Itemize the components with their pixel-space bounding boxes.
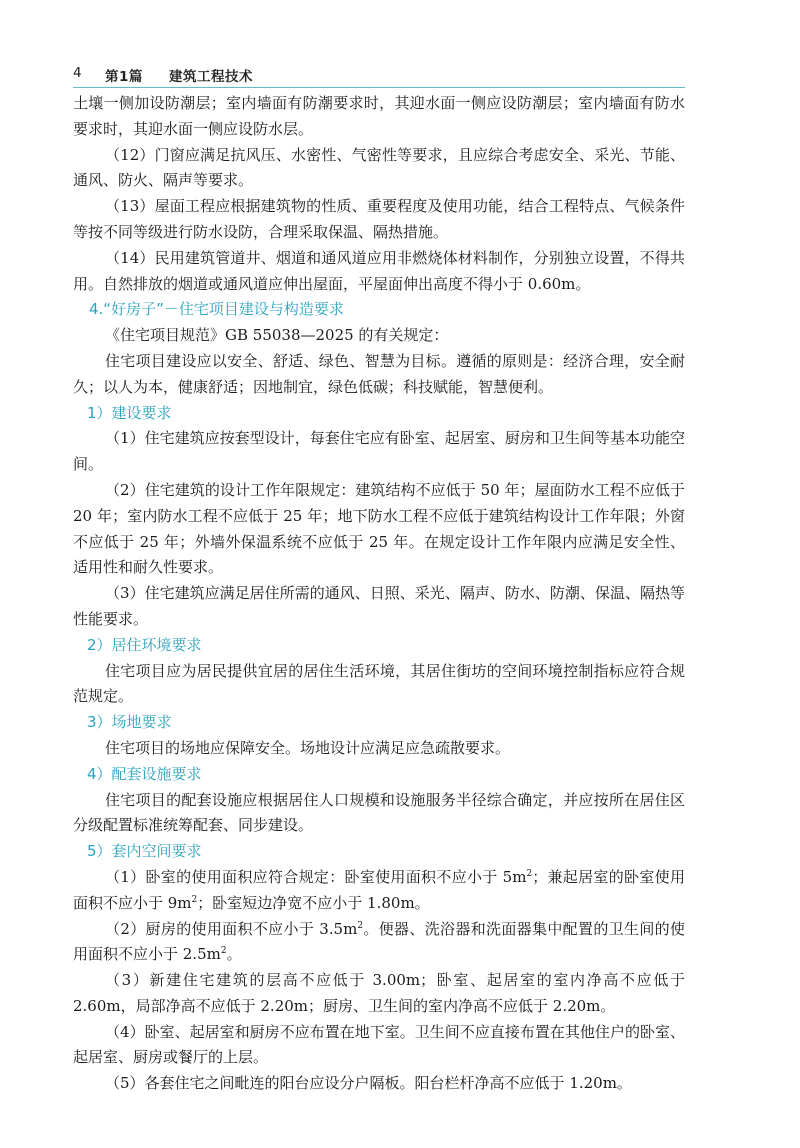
paragraph-1-3: （3）住宅建筑应满足居住所需的通风、日照、采光、隔声、防水、防潮、保温、隔热等性能要求。 (73, 584, 685, 628)
paragraph-1-1: （1）住宅建筑应按套型设计，每套住宅应有卧室、起居室、厨房和卫生间等基本功能空间。 (73, 429, 685, 474)
paragraph-5-5: （5）各套住宅之间毗连的阳台应设分户隔板。阳台栏杆净高不应低于 1.20m。 (105, 1074, 632, 1093)
paragraph-5-3: （3）新建住宅建筑的层高不应低于 3.00m；卧室、起居室的室内净高不应低于 2.60m，局部净高不应低于 2.20m；厨房、卫生间的室内净高不应低于 2.20m。 (73, 971, 685, 1015)
superscript: 2 (191, 894, 198, 905)
paragraph-5-4: （4）卧室、起居室和厨房不应布置在地下室。卫生间不应直接布置在其他住户的卧室、起居室、厨房或餐厅的上层。 (73, 1022, 685, 1067)
subsection-heading-4: 4）配套设施要求 (87, 764, 202, 783)
paragraph-item-14: （14）民用建筑管道井、烟道和通风道应用非燃烧体材料制作，分别独立设置，不得共用。自然排放的烟道或通风道应伸出屋面，平屋面伸出高度不得小于 0.60m。 (73, 248, 685, 293)
subsection-heading-2: 2）居住环境要求 (87, 635, 202, 654)
text-run: （2）厨房的使用面积不应小于 3.5m (105, 919, 358, 938)
paragraph-3: 住宅项目的场地应保障安全。场地设计应满足应急疏散要求。 (105, 738, 511, 757)
paragraph-continuation: 土壤一侧加设防潮层；室内墙面有防潮要求时，其迎水面一侧应设防潮层；室内墙面有防水要求时，其迎水面一侧应设防水层。 (73, 94, 685, 138)
code-reference: 《住宅项目规范》GB 55038—2025 的有关规定： (105, 326, 449, 345)
subsection-heading-5: 5）套内空间要求 (87, 842, 202, 861)
section-heading-4: 4.“好房子”－住宅项目建设与构造要求 (89, 300, 344, 319)
paragraph-5-2 (73, 917, 685, 969)
superscript: 2 (357, 920, 364, 931)
part-title: 建筑工程技术 (169, 69, 253, 85)
running-header (73, 62, 685, 84)
text-run: ；兼起居室的卧室使用面积不应小于 9m (73, 867, 685, 912)
text-run: 。便器、洗浴器和洗面器集中配置的卫生间的使用面积不应小于 2.5m (73, 919, 685, 964)
subsection-heading-3: 3）场地要求 (87, 713, 172, 732)
section-intro: 住宅项目建设应以安全、舒适、绿色、智慧为目标。遵循的原则是：经济合理，安全耐久；以人为本，健康舒适；因地制宜，绿色低碳；科技赋能，智慧便利。 (73, 351, 685, 396)
paragraph-2: 住宅项目应为居民提供宜居的居住生活环境，其居住街坊的空间环境控制指标应符合规范规定。 (73, 661, 685, 706)
subsection-heading-1: 1）建设要求 (87, 403, 172, 422)
superscript: 2 (526, 868, 533, 879)
page-body (73, 91, 685, 1097)
superscript: 2 (220, 946, 227, 957)
paragraph-5-1 (73, 865, 685, 917)
text-run: （1）卧室的使用面积应符合规定：卧室使用面积不应小于 5m (105, 867, 527, 886)
paragraph-1-2: （2）住宅建筑的设计工作年限规定：建筑结构不应低于 50 年；屋面防水工程不应低于 20 年；室内防水工程不应低于 25 年；地下防水工程不应低于建筑结构设计工作年限；外窗不应低于 25 年；外墙外保温系统不应低于 25 年。在规定设计工作年限内应满足安全性、适用性和耐久性要求。 (73, 480, 685, 577)
text-run: ；卧室短边净宽不应小于 1.80m。 (197, 893, 430, 912)
header-divider (73, 87, 685, 88)
paragraph-item-13: （13）屋面工程应根据建筑物的性质、重要程度及使用功能，结合工程特点、气候条件等按不同等级进行防水设防，合理采取保温、隔热措施。 (73, 197, 685, 241)
part-label: 第1篇 (105, 69, 143, 85)
paragraph-4: 住宅项目的配套设施应根据居住人口规模和设施服务半径综合确定，并应按所在居住区分级配置标准统筹配套、同步建设。 (73, 790, 685, 835)
paragraph-item-12: （12）门窗应满足抗风压、水密性、气密性等要求，且应综合考虑安全、采光、节能、通风、防火、隔声等要求。 (73, 145, 685, 190)
page-number: 4 (73, 65, 83, 81)
text-run: 。 (226, 945, 242, 964)
